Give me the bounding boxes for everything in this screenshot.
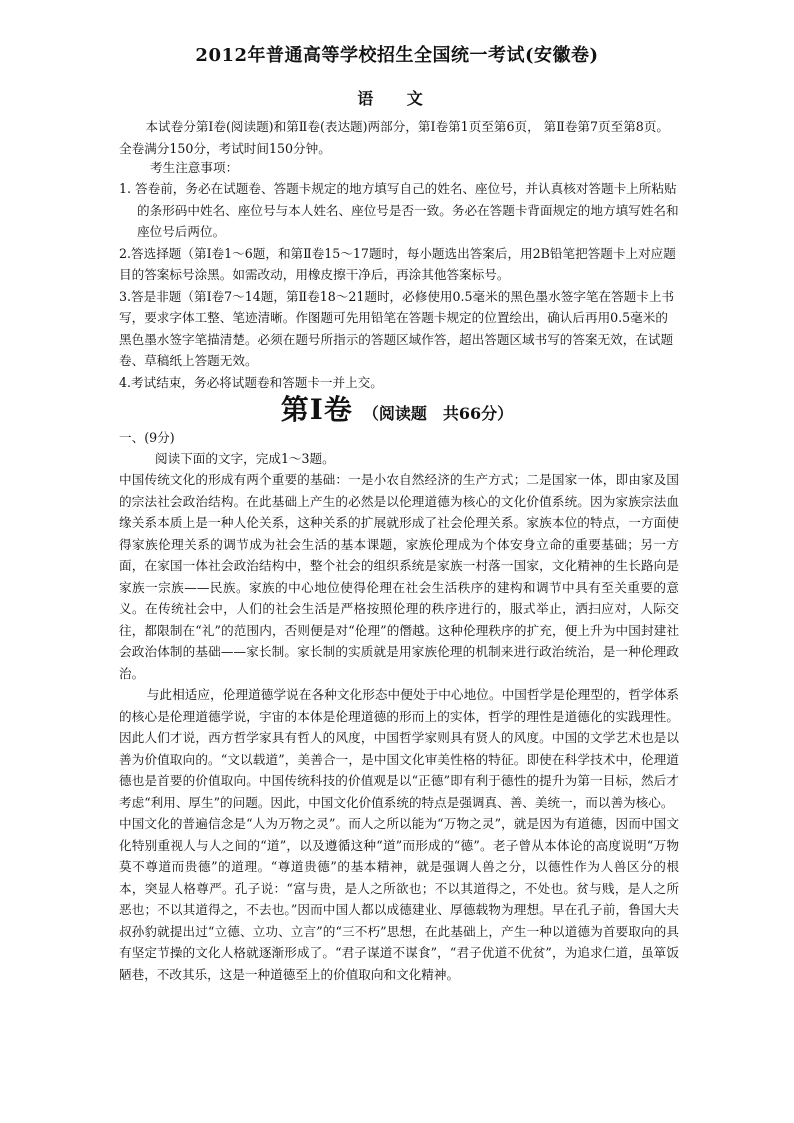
question-label: 一、(9分) (119, 430, 175, 445)
note-item: 4.考试结束，务必将试题卷和答题卡一并上交。 (119, 374, 383, 390)
reading-instruction: 阅读下面的文字，完成1～3题。 (155, 451, 335, 466)
passage-paragraph: 与此相适应，伦理道德学说在各种文化形态中便处于中心地位。中国哲学是伦理型的，哲学体系的核心是伦理道德学说，宇宙的本体是伦理道德的形而上的实体，哲学的理性是道德化的实践理性。因此人们才说，西方哲学家具有哲人的风度，中国哲学家则具有贤人的风度。中国的文学艺术也是以善为价值取向的。“文以载道”，美善合一，是中国文化审美性格的特征。即使在科学技术中，伦理道德也是首要的价值取向。中国传统科技的价值观是以“正德”即有利于德性的提升为第一目标，然后才考虑“利用、厚生”的问题。因此，中国文化价值系统的特点是强调真、善、美统一，而以善为核心。 (119, 687, 679, 810)
subject-heading: 语 文 (357, 89, 437, 108)
exam-title: 2012年普通高等学校招生全国统一考试(安徽卷) (195, 45, 599, 66)
note-item: 3.答是非题（第Ⅰ卷7～14题，第Ⅱ卷18～21题时，必修使用0.5毫米的黑色墨水签字笔在答题卡上书写，要求字体工整、笔迹清晰。作图题可先用铅笔在答题卡规定的位置绘出，确认后再用0.5毫米的黑色墨水签字笔描清楚。必须在题号所指示的答题区域作答，超出答题区域书写的答案无效，在试题卷、草稿纸上答题无效。 (119, 288, 675, 368)
exam-intro: 本试卷分第Ⅰ卷(阅读题)和第Ⅱ卷(表达题)两部分，第Ⅰ卷第1页至第6页， 第Ⅱ卷第7页至第8页。全卷满分150分，考试时间150分钟。 (119, 119, 670, 156)
reading-passage (119, 469, 679, 985)
note-item: 2.答选择题（第Ⅰ卷1～6题，和第Ⅱ卷15～17题时，每小题选出答案后，用2B铅笔把答题卡上对应题目的答案标号涂黑。如需改动，用橡皮擦干净后，再涂其他答案标号。 (119, 245, 676, 282)
passage-paragraph: 中国传统文化的形成有两个重要的基础：一是小农自然经济的生产方式；二是国家一体，即由家及国的宗法社会政治结构。在此基础上产生的必然是以伦理道德为核心的文化价值系统。因为家族宗法血缘关系本质上是一种人伦关系，这种关系的扩展就形成了社会伦理关系。家族本位的特点，一方面使得家族伦理关系的调节成为社会生活的基本课题，家族伦理成为个体安身立命的重要基础；另一方面，在家国一体社会政治结构中，整个社会的组织系统是家族一村落一国家，文化精神的生长路向是家族一宗族——民族。家族的中心地位使得伦理在社会生活秩序的建构和调节中具有至关重要的意义。在传统社会中，人们的社会生活是严格按照伦理的秩序进行的，服式举止，洒扫应对，人际交往，都限制在“礼”的范围内，否则便是对“伦理”的僭越。这种伦理秩序的扩充，便上升为中国封建社会政治体制的基础——家长制。家长制的实质就是用家族伦理的机制来进行政治统治，是一种伦理政治。 (119, 472, 679, 681)
note-item: 1. 答卷前，务必在试题卷、答题卡规定的地方填写自己的姓名、座位号，并认真核对答题卡上所粘贴的条形码中姓名、座位号与本人姓名、座位号是否一致。务必在答题卡背面规定的地方填写姓名和座位号后两位。 (119, 181, 679, 239)
passage-paragraph: 中国文化的普遍信念是“人为万物之灵”。而人之所以能为“万物之灵”，就是因为有道德，因而中国文化特别重视人与人之间的“道”，以及遵循这种“道”而形成的“德”。老子曾从本体论的高度说明“万物莫不尊道而贵德”的道理。“尊道贵德”的基本精神，就是强调人兽之分，以德性作为人兽区分的根本，突显人格尊严。孔子说：“富与贵，是人之所欲也；不以其道得之，不处也。贫与贱，是人之所恶也；不以其道得之，不去也。”因而中国人都以成德建业、厚德载物为理想。早在孔子前，鲁国大夫叔孙豹就提出过“立德、立功、立言”的“三不朽”思想，在此基础上，产生一种以道德为首要取向的具有坚定节操的文化人格就逐渐形成了。“君子谋道不谋食”，“君子优道不优贫”，为追求仁道，虽箪饭陋巷，不改其乐，这是一种道德至上的价值取向和文化精神。 (119, 816, 679, 982)
notice-title: 考生注意事项： (150, 160, 239, 175)
section-subtitle: （阅读题 共66分） (362, 404, 514, 423)
section-title: 第Ⅰ卷 (280, 393, 353, 426)
notes-list (119, 178, 679, 393)
section-heading (0, 388, 794, 428)
